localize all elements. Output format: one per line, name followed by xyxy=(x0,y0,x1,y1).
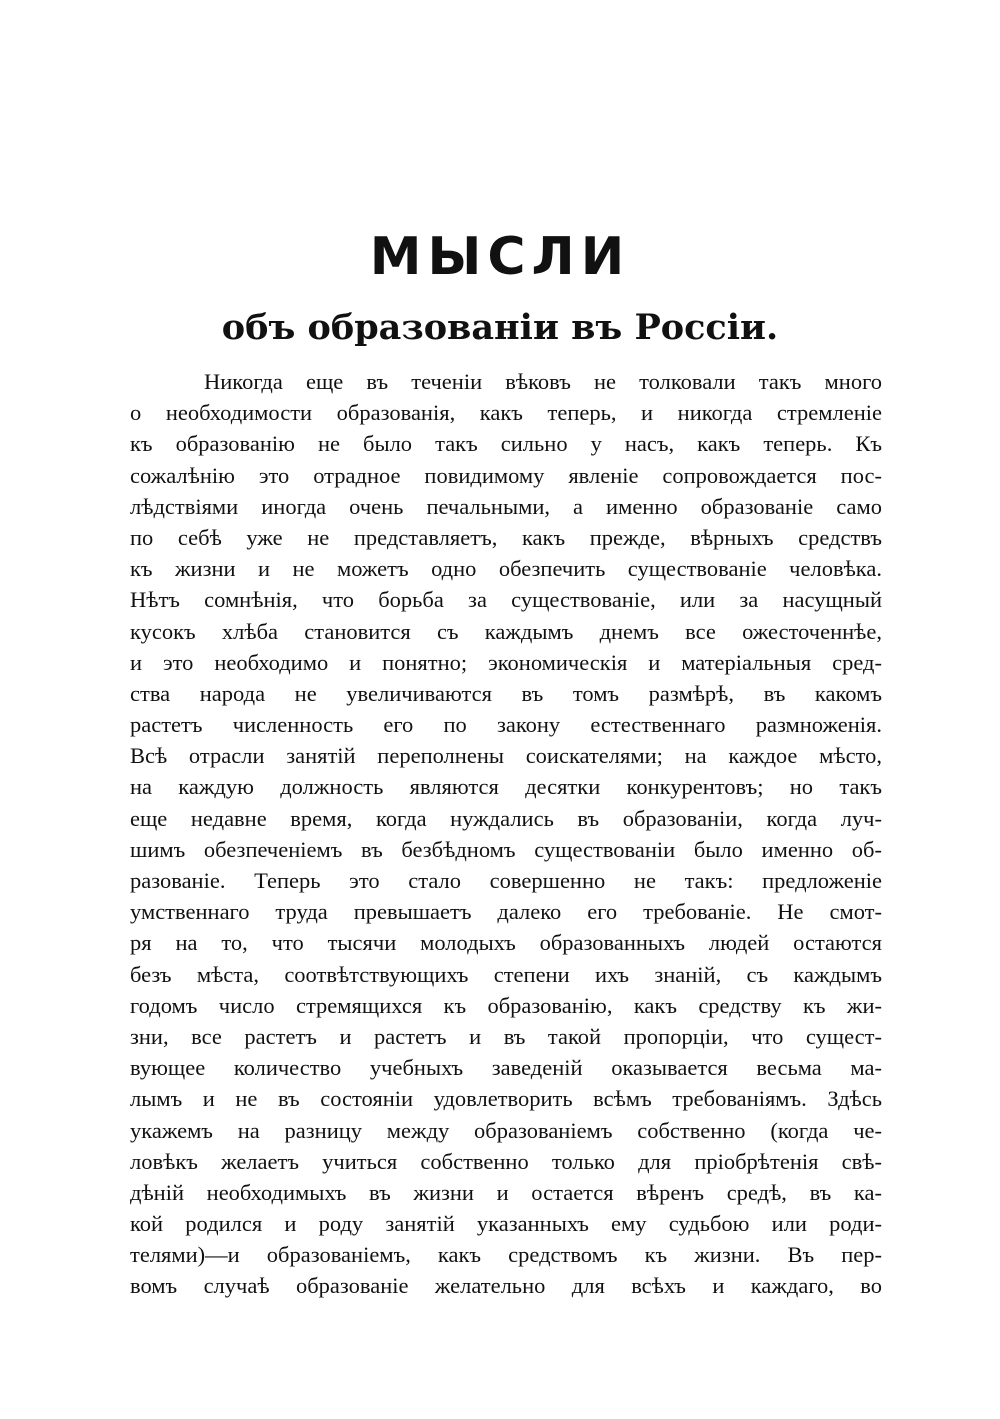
text-line: по себѣ уже не представляетъ, какъ прежде, вѣрныхъ средствъ xyxy=(130,524,882,550)
text-line: шимъ обезпеченіемъ въ безбѣдномъ существованіи было именно об- xyxy=(130,836,882,862)
page-subtitle: объ образованіи въ Россіи. xyxy=(221,307,779,348)
text-line: кусокъ хлѣба становится съ каждымъ днемъ все ожесточеннѣе, xyxy=(130,618,882,644)
text-line: о необходимости образованія, какъ теперь, и никогда стремленіе xyxy=(130,400,882,426)
text-line: растетъ численность его по закону естественнаго размноженія. xyxy=(130,712,882,738)
text-line: вующее количество учебныхъ заведеній оказывается весьма ма- xyxy=(130,1055,882,1081)
text-line: ря на то, что тысячи молодыхъ образованныхъ людей остаются xyxy=(130,930,882,956)
text-line: къ образованію не было такъ сильно у насъ, какъ теперь. Къ xyxy=(130,431,882,457)
text-line: лѣдствіями иногда очень печальными, а именно образованіе само xyxy=(130,493,882,519)
text-line: и это необходимо и понятно; экономическія и матеріальныя сред- xyxy=(130,649,882,675)
text-line: ства народа не увеличиваются въ томъ размѣрѣ, въ какомъ xyxy=(130,680,882,706)
text-line: Никогда еще въ теченіи вѣковъ не толковали такъ много xyxy=(204,369,882,394)
text-line: еще недавне время, когда нуждались въ образованіи, когда луч- xyxy=(130,805,882,831)
text-line: вомъ случаѣ образованіе желательно для всѣхъ и каждаго, во xyxy=(130,1273,882,1299)
text-line: Всѣ отрасли занятій переполнены соискателями; на каждое мѣсто, xyxy=(130,743,882,769)
text-line: укажемъ на разницу между образованіемъ собственно (когда че- xyxy=(130,1117,882,1143)
text-line: зни, все растетъ и растетъ и въ такой пропорціи, что сущест- xyxy=(130,1023,882,1049)
text-line: Нѣтъ сомнѣнія, что борьба за существованіе, или за насущный xyxy=(130,587,882,613)
text-line: умственнаго труда превышаетъ далеко его требованіе. Не смот- xyxy=(130,899,882,925)
text-line: безъ мѣста, соотвѣтствующихъ степени ихъ знаній, съ каждымъ xyxy=(130,961,882,987)
text-line: ловѣкъ желаетъ учиться собственно только для пріобрѣтенія свѣ- xyxy=(130,1148,882,1174)
text-line: разованіе. Теперь это стало совершенно не такъ: предложеніе xyxy=(130,868,882,893)
page-title: МЫСЛИ xyxy=(369,227,631,287)
text-line: кой родился и роду занятій указанныхъ ему судьбою или роди- xyxy=(130,1211,882,1237)
text-line: годомъ число стремящихся къ образованію, какъ средству къ жи- xyxy=(130,992,882,1018)
text-line: лымъ и не въ состояніи удовлетворить всѣмъ требованіямъ. Здѣсь xyxy=(130,1086,882,1112)
text-line: дѣній необходимыхъ въ жизни и остается вѣренъ средѣ, въ ка- xyxy=(130,1179,882,1205)
text-line: телями)—и образованіемъ, какъ средствомъ къ жизни. Въ пер- xyxy=(130,1242,882,1268)
text-line: сожалѣнію это отрадное повидимому явленіе сопровождается пос- xyxy=(130,462,882,488)
text-line: на каждую должность являются десятки конкурентовъ; но такъ xyxy=(130,774,882,800)
text-line: къ жизни и не можетъ одно обезпечить существованіе человѣка. xyxy=(130,556,882,582)
body-paragraph xyxy=(130,366,882,1302)
